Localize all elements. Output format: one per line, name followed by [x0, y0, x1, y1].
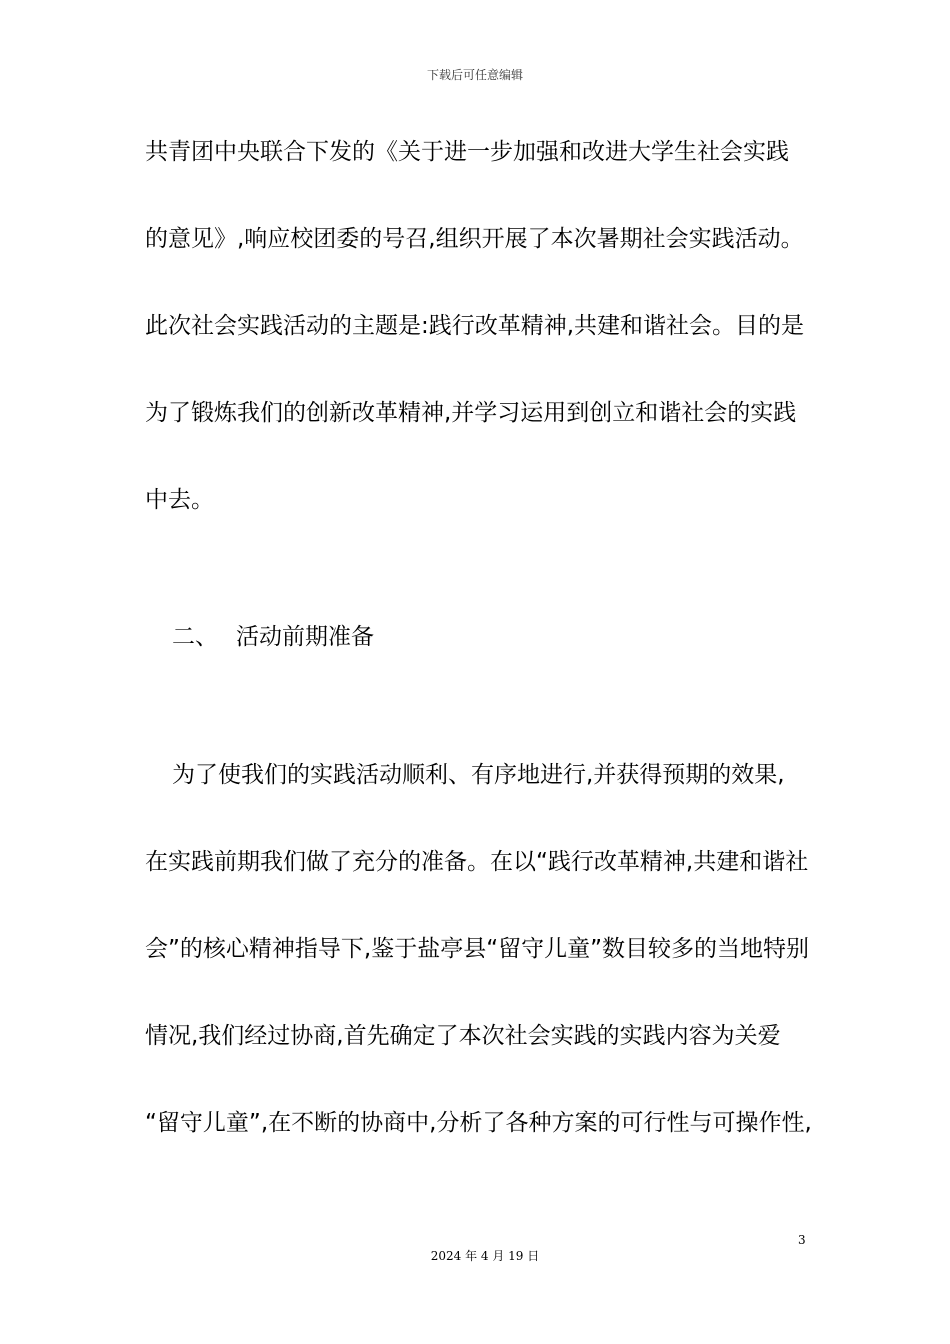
paragraph-line: “留守儿童”,在不断的协商中,分析了各种方案的可行性与可操作性,	[145, 1110, 812, 1136]
paragraph-line: 会”的核心精神指导下,鉴于盐亭县“留守儿童”数目较多的当地特别	[145, 936, 810, 962]
section-heading	[172, 622, 374, 652]
paragraph-line: 中去。	[145, 487, 214, 513]
paragraph-line: 为了锻炼我们的创新改革精神,并学习运用到创立和谐社会的实践	[145, 400, 797, 426]
header-note: 下载后可任意编辑	[426, 68, 523, 82]
paragraph-line: 共青团中央联合下发的《关于进一步加强和改进大学生社会实践	[145, 139, 789, 165]
paragraph-line: 为了使我们的实践活动顺利、有序地进行,并获得预期的效果,	[172, 762, 785, 788]
section-number: 二、	[172, 624, 218, 650]
page-number: 3	[798, 1233, 806, 1247]
paragraph-line: 此次社会实践活动的主题是:践行改革精神,共建和谐社会。目的是	[145, 313, 805, 339]
paragraph-line: 的意见》,响应校团委的号召,组织开展了本次暑期社会实践活动。	[145, 226, 804, 252]
section-title: 活动前期准备	[236, 624, 374, 650]
footer-date: 2024 年 4 月 19 日	[430, 1249, 540, 1263]
paragraph-line: 在实践前期我们做了充分的准备。在以“践行改革精神,共建和谐社	[145, 849, 809, 875]
paragraph-line: 情况,我们经过协商,首先确定了本次社会实践的实践内容为关爱	[145, 1023, 781, 1049]
